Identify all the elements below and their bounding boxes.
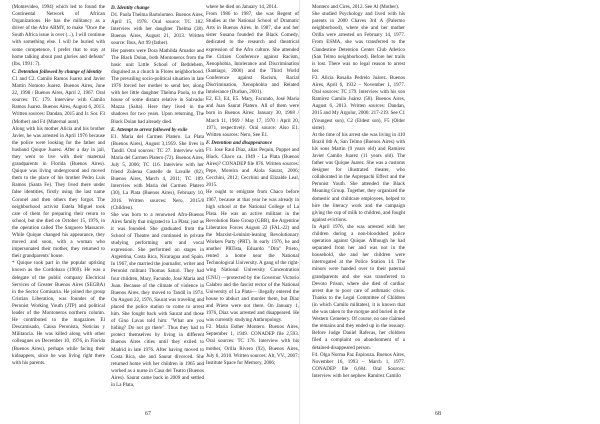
entry-heading-paragraph: F3. Alicia Rosalia Pedrelo Juárez. Buenos Aires, April 6, 1932 – November 1, 1977. Oral sources: TC 179. Interview with his son Ramirez Camilo Juárez (58). Buenos Aires, August 6, 2013. Written sources: Dandan, 2015 and My Argolor, 2006: 217-219. See C1 (Youngest son), C2 (Eldest son), F5 (Older sister). <box>312 74 405 131</box>
right-column-3 <box>502 4 595 408</box>
page-number-right: 68 <box>435 411 441 417</box>
body-paragraph: From 1986 to 1987, she was Regent of Studies at the National School of Dramatic Arts in Buenos Aires. In 1987, she and her sister Susana founded the Black Comedy, dedicated to the research and theatrical expression of the Afro culture. She attended the Citizen Conference against Racism, Xenophobia, Intolerance and Discrimination (Santiago, 2000) and the Third World Conference against Racism, Racial Discrimination, Xenophobia and Related Intolerance (Durban, 2001). <box>206 11 299 96</box>
page-number-left: 67 <box>145 411 151 417</box>
left-column-2 <box>111 4 204 408</box>
entry-heading-paragraph: E2, E3, E4, E5. Mary, Facundo, José Maria and Juan Saurat Platero. All of them were born in Buenos Aires: January 30, 1968 / March 11, 1969 / May 17, 1970 / April 20, 1971, respectively. Oral source: Also E1. Written sources: Nero, See E1. <box>206 96 299 138</box>
body-paragraph: He ought to emigrate from Chaco before 1967, because at that year he was already in high school at the National College of La Plata. He was an active militant in the Revolution Base Group (GBR), the Argentine Liberation Forces August 22 (FAL-22) and the Marxist-Leninist-leaning Revolutionary Workers Party (PRT). In early 1976, he and another PRTista, Eduardo "Dito" Prieto, rented a home near the National Technological University. A gang of the right-wing National University Concentration (CNU) —protected by the Governor Victorio Calabro and the fascist rector of the National University of La Plata— illegally entered the house to abduct and murder them, but Díaz and Prieto were not there. On January 1, 1976, Díaz was arrested and disappeared. He was currently studying Anthropology. <box>206 189 299 324</box>
body-paragraph: * Quique took part in the popular uprising known as the Cordobazo (1969). He was a delegate of the public company Electrical Services of Greater Buenos Aires (SEGBA) in the Sector Comisaria. He joined the group Cristian Liberation, was founder of the Peronist Working Youth (JTP) and political leader of the Montoneros northern column. He contributed to the magazines El Descamisado, Causa Peronista, Noticias y Militancia. He was killed along with other colleagues on December 10, 1976, in Florida (Buenos Aires), perhaps while facing their kidnappers, since he was living right there with his parents. <box>12 260 105 366</box>
entry-heading-paragraph: F2. Maria Esther Montero. Buenos Aires, September 1, 1949. CONADEP file 2,593. Oral sources: TC 176. Interview with his mother, Orilla Rivero (92), Buenos Aires, July 6, 2010. Written sources: Alt, VV., 2007; Institute Space for Memory, 2006; <box>206 324 299 366</box>
section-heading: C. Detention followed by change of identity <box>12 68 102 75</box>
section-heading: E. Attempt to arrest followed by exile <box>111 126 188 133</box>
body-paragraph: In April 1976, she was arrested with her children during a non-bloodshed police operation against Quique. Although he had separated from her and was not in the household, she and her children were interrogated at the Police Station 14. The minors were handed over to their paternal grandparents and she was transferred to Devoto Prison, where she died of cardiac arrest due to poor care of asthmatic crisis. Thanks to the Legal Committee of Children (in which Camilo militates), it is known that she was taken to the morgue and buried in the Western Cemetery. Of course, no one claimed the remains and they ended up in the ossuary. Before Judge Daniel Rafecas, her children filed a complaint on abandonment of a detained-disappeared person. <box>312 223 405 351</box>
right-page <box>300 0 600 424</box>
body-paragraph: She was born to a renowned Afro-Buenos Aires family that migrated to La Plata; just as it was founded. She graduated from the School of Theatre and continued in private studying performing arts and vocal expression. She performed on stages in Argentina, Costa Rica, Nicaragua and Spain. In 1967, she married the journalist, writer and Peronist militant Thomas Saturi. They had four children, Mary, Facundo, José Maria and Juan. Because of the climate of violence in Buenos Aires, they moved to Tandil in 1974. On August 22, 1976, Saurat was traveling and placed the police station to come to arrest him. She fought back with Saurat and those of Gino Lavas told him: "What are you hiding? Do not go there". Thus they had to protect themselves by living in different Buenos Aires cities until they exiled to Madrid in late 1976. After having moved to Costa Rica, she and Saurat divorced. She returned home with her children in 1965 and worked as a nurse in Casa del Teatro (Buenos Aires). Saurat came back in 2009 and settled in La Plata, <box>111 211 204 388</box>
entry-heading-paragraph: D1. Paola Thelma Bartolomeo. Buenos Aires, April 15, 1978. Oral source: TC 182. Interview with her daughter Thelma (38). Buenos Aires, August 21, 2013. Written source: Ibus, Art 99 (father). <box>111 12 204 47</box>
body-paragraph: Along with his mother Alicia and his brother Javier, he was arrested in April 1976 because the police were looking for the father and husband Quique Juarez. After a day in jail, they went to live with their maternal grandparents in Florida (Buenos Aires). Quique was living underground and moved them to the place of his brother Pedro Luis Ramos (Santa Fe). They lived there under false identities, firstly using the last name Coronel and then others they forgot. The neighborhood activist Estela Miguel took care of them for preparing their return to school, but she died on October 15, 1976, in the operation called The Sarguero Massacre. While Quique changed his appearance, they moved and soon, with a woman who impersonated their mother, they returned to their grandparents' house. <box>12 125 105 260</box>
section-heading: D. Identity change <box>111 5 150 11</box>
body-paragraph: where he died on January 14, 2014. <box>206 4 278 10</box>
body-paragraph: Montero and Cires, 2012. See Al (Mother). <box>312 4 400 10</box>
entry-heading-paragraph: C1 and C2. Camilo Ramos Juarez and Javier Martin Nomoto Juarez. Buenos Aires, June 22, 1998 / Buenos Aires, April 2, 1967. Oral sources: TC 179. Interview with Camilo Ramos Juarez. Buenos Aires, August 6, 2013. Written sources: Dandan, 2015 and Jr. Sor. F3 (Mother) and F4 (Maternal aunt). <box>12 75 105 125</box>
body-paragraph: Her parents were Dora Mathilda Amador and The Black Dolan, both Montoneros from the basic unit Little School of Bethlehem, disguised as a church in Flores neighborhood. The prevailing socio-political situation in late 1976 forced her mother to send her, along with her little daughter Thelma Paola, to the house of some distant relative in Salvador Mazza (Salta). Here they lived in the shadows for two years. Upon returning, The Black Dolan had already died. <box>111 47 204 125</box>
left-column-1 <box>12 4 105 408</box>
body-paragraph: (Montevideo, 1994) which led to found the Continental Network of African Organizations. He has the militancy as a driver of the Afro ARMY, to make "Once the South Africa issue is over (...), I will continue with something else. I will be buried with some competence, I prefer that to stay at home talking about past glories and defeats"(Ibs, 1991: 7). <box>12 4 105 67</box>
entry-heading-paragraph: E1. Maria del Carmen Platero. La Plata (Buenos Aires), August 3,1959. She lives in Tandil. Oral sources: TC 27. Interview with Maria del Carmen Platero (72). Buenos Aires, July 5, 2006; TC 116. Interview with her friend Zulema Castelle de Lavalle (82), Buenos Aires, March 4, 2011; TC 189. Interview with Maria del Carmen Platero (30), La Plata (Buenos Aires), February 10, 2016. Written sources: Nero, 2015/8 (Children). <box>111 133 204 211</box>
right-column-2 <box>407 4 500 408</box>
entry-heading-paragraph: F4. Olga Norma Paz Espinoza. Buenos Aires, November 16, 1993 – March 1, 1977. CONADEP file 6,684. Oral Sources: Interview with her nephew Ramirez Camilo <box>312 351 405 379</box>
entry-heading-paragraph: F1. Jose Raul Díaz, alias Pequin, Puppet and Black. Chaco ca. 1949 - La Plata (Buenos Aires)? CONADEP file 876. Written sources: Pepe, Moreira and Alola Saurat, 2006; Cecchini, 2012; Cecchini and Elizalde Leal, 2015. <box>206 146 299 189</box>
body-paragraph: At the time of his arrest she was living in 410 Brazil 6th A, San Telmo (Buenos Aires) with his sons Martin (9 years old) and Ramirez Javier Camilo Juarez (11 years old). The father was Quique Juarez. She was a customs designer for illustrated theater, who collaborated in the Asprepachi Effect and the Peronist Youth. She attended the Black Meaning Group. Together, they organized the domestic and childcare employees, helped to hire the literacy work and the campaign giving the cup of milk to children, and fought against evictions. <box>312 131 405 223</box>
section-heading: F. Detention and disappearance <box>206 139 273 146</box>
right-column-1 <box>312 4 405 408</box>
body-paragraph: She studied Psychology and lived with his parents in 2000 Chaves 3rd A (Palermo neighborhood), where she and her mother Orilla were arrested on February 14, 1977. From ESMA, she was transferred to the Clandestine Detention Center Club Atletico (San Telmo neighborhood). Before her trails is lost. There was no legal reason to arrest her. <box>312 11 405 74</box>
left-column-3 <box>206 4 299 408</box>
